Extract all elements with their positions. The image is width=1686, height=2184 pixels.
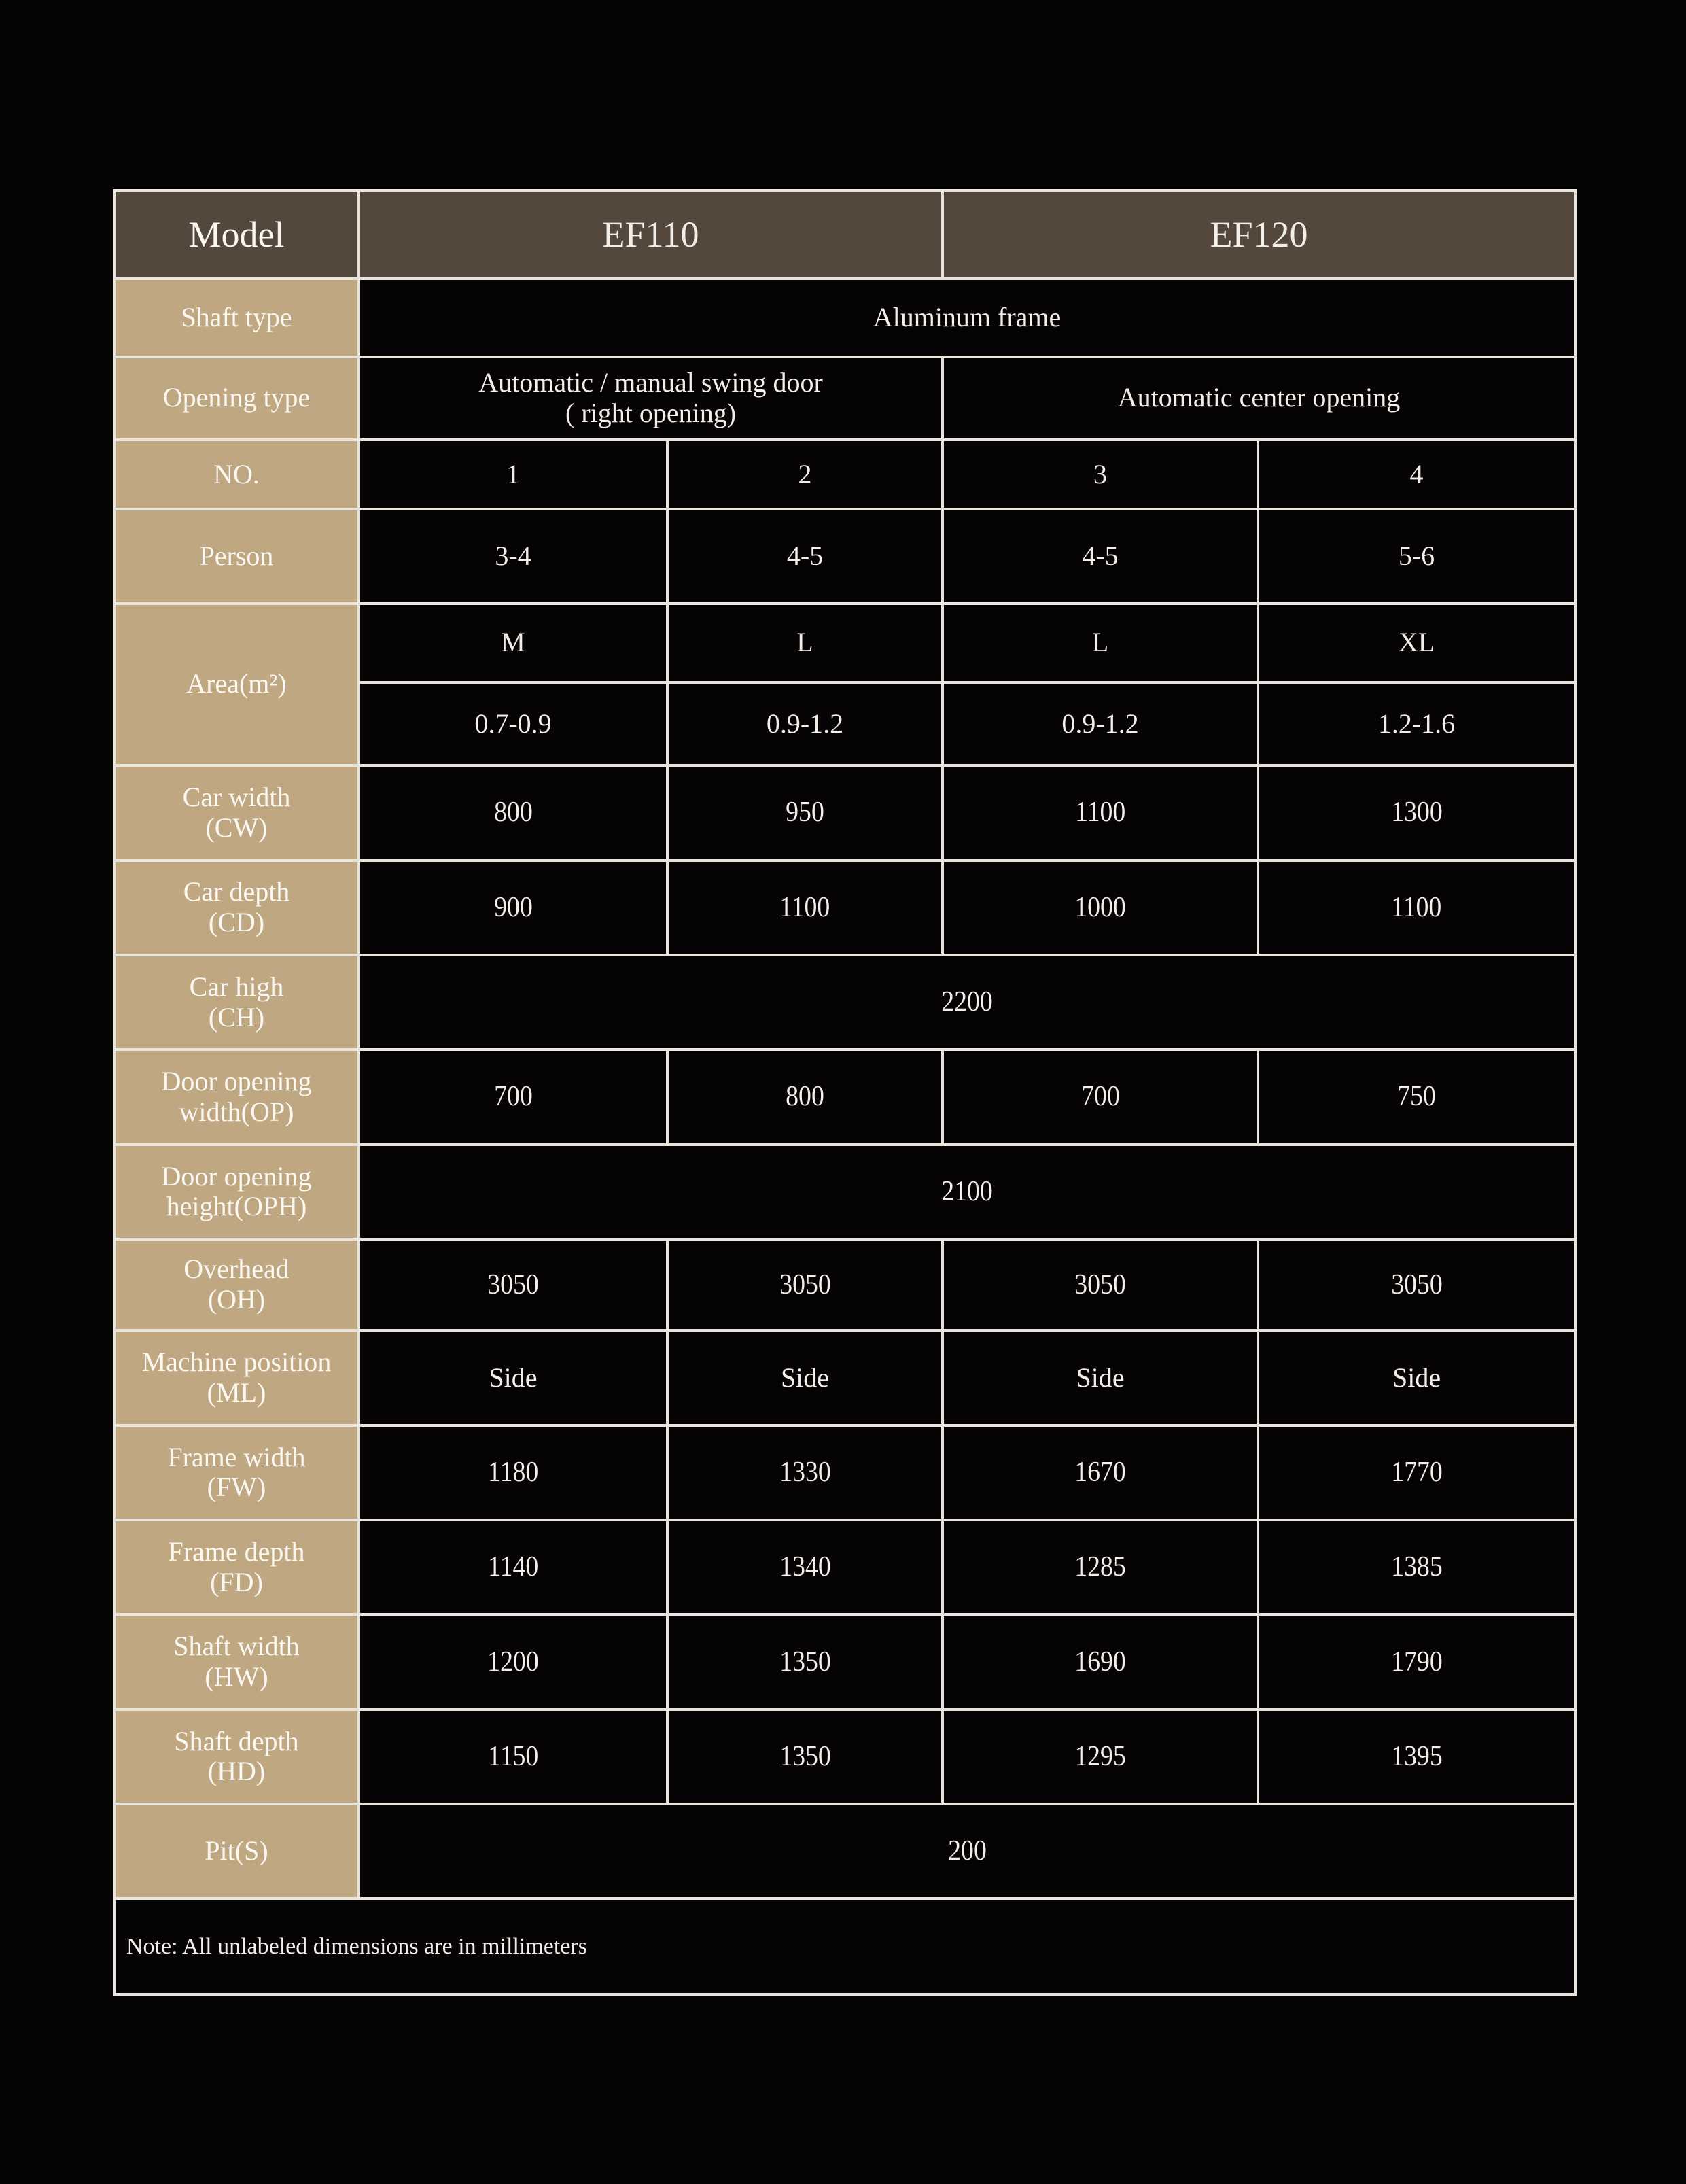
person-value-1: 3-4 xyxy=(359,509,667,603)
car-depth-value-4-text: 1100 xyxy=(1391,891,1442,923)
door-opening-width-value-3-text: 700 xyxy=(1081,1081,1120,1113)
overhead-value-2 xyxy=(667,1239,943,1330)
pit-value-text: 200 xyxy=(947,1835,987,1867)
door-opening-width-value-2 xyxy=(667,1050,943,1144)
door-opening-width-value-1 xyxy=(359,1050,667,1144)
frame-depth-row xyxy=(114,1520,1575,1614)
no-value-2: 2 xyxy=(667,440,943,509)
car-width-value-4 xyxy=(1258,765,1575,860)
shaft-depth-value-1-text: 1150 xyxy=(487,1740,539,1772)
frame-width-value-1 xyxy=(359,1425,667,1520)
door-opening-width-value-2-text: 800 xyxy=(786,1081,824,1113)
model-header-label: Model xyxy=(114,190,359,279)
overhead-value-2-text: 3050 xyxy=(779,1268,831,1300)
opening-type-ef110-line1: Automatic / manual swing door xyxy=(478,367,823,398)
no-label: NO. xyxy=(114,440,359,509)
area-size-1: M xyxy=(359,604,667,682)
person-value-2: 4-5 xyxy=(667,509,943,603)
overhead-row xyxy=(114,1239,1575,1330)
car-depth-value-4 xyxy=(1258,861,1575,955)
overhead-value-4-text: 3050 xyxy=(1390,1268,1443,1300)
machine-position-value-4: Side xyxy=(1258,1330,1575,1425)
shaft-type-value: Aluminum frame xyxy=(359,279,1575,356)
car-depth-label xyxy=(114,861,359,955)
dimension-note: Note: All unlabeled dimensions are in millimeters xyxy=(114,1899,1575,1994)
car-width-value-3-text: 1100 xyxy=(1074,797,1126,829)
overhead-label xyxy=(114,1239,359,1330)
machine-position-label xyxy=(114,1330,359,1425)
car-depth-label-line2: (CD) xyxy=(208,907,265,938)
frame-width-value-1-text: 1180 xyxy=(487,1456,539,1488)
opening-type-ef110 xyxy=(359,357,943,440)
car-high-label-line1: Car high xyxy=(189,971,284,1002)
car-high-value xyxy=(359,955,1575,1050)
shaft-type-label: Shaft type xyxy=(114,279,359,356)
overhead-label-line2: (OH) xyxy=(207,1284,266,1315)
door-opening-height-value-text: 2100 xyxy=(941,1175,993,1207)
door-opening-height-value xyxy=(359,1145,1575,1239)
door-opening-width-row xyxy=(114,1050,1575,1144)
car-depth-value-1-text: 900 xyxy=(493,891,533,923)
opening-type-row xyxy=(114,357,1575,440)
shaft-depth-value-1 xyxy=(359,1710,667,1804)
door-opening-height-label-line2: height(OPH) xyxy=(166,1191,307,1222)
area-size-row xyxy=(114,604,1575,682)
car-depth-value-3-text: 1000 xyxy=(1074,891,1126,923)
car-width-label-line1: Car width xyxy=(182,782,291,813)
door-opening-width-value-3 xyxy=(943,1050,1258,1144)
model-ef120-header: EF120 xyxy=(943,190,1575,279)
shaft-depth-value-4-text: 1395 xyxy=(1390,1740,1443,1772)
frame-depth-value-2-text: 1340 xyxy=(779,1551,831,1583)
frame-depth-value-1 xyxy=(359,1520,667,1614)
shaft-width-row xyxy=(114,1614,1575,1709)
shaft-depth-label xyxy=(114,1710,359,1804)
machine-position-value-2: Side xyxy=(667,1330,943,1425)
spec-table xyxy=(113,189,1577,1996)
frame-depth-value-2 xyxy=(667,1520,943,1614)
frame-width-value-4 xyxy=(1258,1425,1575,1520)
shaft-type-row xyxy=(114,279,1575,356)
car-width-row xyxy=(114,765,1575,860)
shaft-depth-value-2-text: 1350 xyxy=(779,1740,831,1772)
shaft-width-value-4 xyxy=(1258,1614,1575,1709)
frame-width-value-2 xyxy=(667,1425,943,1520)
overhead-value-3-text: 3050 xyxy=(1074,1268,1126,1300)
frame-width-label xyxy=(114,1425,359,1520)
door-opening-height-row xyxy=(114,1145,1575,1239)
frame-width-value-3-text: 1670 xyxy=(1074,1456,1126,1488)
door-opening-width-value-4-text: 750 xyxy=(1397,1081,1436,1113)
note-row xyxy=(114,1899,1575,1994)
overhead-value-1 xyxy=(359,1239,667,1330)
shaft-depth-label-line1: Shaft depth xyxy=(174,1725,299,1756)
person-value-3: 4-5 xyxy=(943,509,1258,603)
opening-type-ef110-line2: ( right opening) xyxy=(565,397,737,428)
door-opening-height-label xyxy=(114,1145,359,1239)
shaft-depth-value-4 xyxy=(1258,1710,1575,1804)
door-opening-width-label-line1: Door opening xyxy=(161,1066,312,1097)
shaft-depth-row xyxy=(114,1710,1575,1804)
machine-position-label-line2: (ML) xyxy=(207,1377,266,1408)
area-label: Area(m²) xyxy=(114,604,359,766)
person-value-4: 5-6 xyxy=(1258,509,1575,603)
shaft-depth-value-3-text: 1295 xyxy=(1074,1740,1126,1772)
person-label: Person xyxy=(114,509,359,603)
car-width-value-3 xyxy=(943,765,1258,860)
overhead-value-4 xyxy=(1258,1239,1575,1330)
no-value-3: 3 xyxy=(943,440,1258,509)
overhead-value-3 xyxy=(943,1239,1258,1330)
machine-position-label-line1: Machine position xyxy=(141,1347,332,1378)
overhead-label-line1: Overhead xyxy=(183,1253,289,1285)
area-range-1: 0.7-0.9 xyxy=(359,682,667,765)
model-ef110-header: EF110 xyxy=(359,190,943,279)
overhead-value-1-text: 3050 xyxy=(487,1268,539,1300)
shaft-width-label xyxy=(114,1614,359,1709)
frame-depth-label-line2: (FD) xyxy=(210,1566,263,1597)
door-opening-height-label-line1: Door opening xyxy=(161,1160,312,1192)
shaft-width-value-3 xyxy=(943,1614,1258,1709)
frame-depth-value-3 xyxy=(943,1520,1258,1614)
area-range-2: 0.9-1.2 xyxy=(667,682,943,765)
car-high-row xyxy=(114,955,1575,1050)
frame-depth-value-4-text: 1385 xyxy=(1390,1551,1443,1583)
pit-value xyxy=(359,1804,1575,1899)
area-size-4: XL xyxy=(1258,604,1575,682)
machine-position-row xyxy=(114,1330,1575,1425)
no-value-4: 4 xyxy=(1258,440,1575,509)
car-high-value-text: 2200 xyxy=(941,986,993,1018)
car-depth-value-2-text: 1100 xyxy=(779,891,830,923)
car-width-value-1 xyxy=(359,765,667,860)
frame-width-value-3 xyxy=(943,1425,1258,1520)
shaft-depth-value-3 xyxy=(943,1710,1258,1804)
frame-depth-value-1-text: 1140 xyxy=(487,1551,539,1583)
car-depth-label-line1: Car depth xyxy=(183,876,290,907)
no-value-1: 1 xyxy=(359,440,667,509)
shaft-width-value-4-text: 1790 xyxy=(1390,1646,1443,1678)
frame-width-row xyxy=(114,1425,1575,1520)
frame-depth-value-3-text: 1285 xyxy=(1074,1551,1126,1583)
car-high-label-line2: (CH) xyxy=(208,1001,265,1033)
opening-type-label: Opening type xyxy=(114,357,359,440)
opening-type-ef120: Automatic center opening xyxy=(943,357,1575,440)
area-size-3: L xyxy=(943,604,1258,682)
shaft-width-value-2-text: 1350 xyxy=(779,1646,831,1678)
door-opening-width-label-line2: width(OP) xyxy=(179,1096,294,1127)
no-row xyxy=(114,440,1575,509)
area-size-2: L xyxy=(667,604,943,682)
door-opening-width-value-1-text: 700 xyxy=(493,1081,533,1113)
header-row xyxy=(114,190,1575,279)
car-depth-value-3 xyxy=(943,861,1258,955)
shaft-width-value-3-text: 1690 xyxy=(1074,1646,1126,1678)
car-width-value-4-text: 1300 xyxy=(1390,797,1443,829)
car-width-value-2 xyxy=(667,765,943,860)
shaft-depth-value-2 xyxy=(667,1710,943,1804)
area-range-3: 0.9-1.2 xyxy=(943,682,1258,765)
car-width-value-1-text: 800 xyxy=(493,797,533,829)
pit-row xyxy=(114,1804,1575,1899)
frame-width-label-line1: Frame width xyxy=(167,1441,306,1472)
shaft-width-label-line1: Shaft width xyxy=(173,1631,300,1662)
frame-depth-value-4 xyxy=(1258,1520,1575,1614)
shaft-depth-label-line2: (HD) xyxy=(207,1756,266,1787)
car-width-label xyxy=(114,765,359,860)
car-width-value-2-text: 950 xyxy=(786,797,824,829)
shaft-width-label-line2: (HW) xyxy=(205,1661,268,1693)
frame-depth-label xyxy=(114,1520,359,1614)
door-opening-width-value-4 xyxy=(1258,1050,1575,1144)
pit-label: Pit(S) xyxy=(114,1804,359,1899)
machine-position-value-1: Side xyxy=(359,1330,667,1425)
frame-width-label-line2: (FW) xyxy=(207,1472,266,1503)
frame-width-value-4-text: 1770 xyxy=(1390,1456,1443,1488)
car-depth-value-2 xyxy=(667,861,943,955)
machine-position-value-3: Side xyxy=(943,1330,1258,1425)
car-width-label-line2: (CW) xyxy=(205,812,268,843)
door-opening-width-label xyxy=(114,1050,359,1144)
car-depth-value-1 xyxy=(359,861,667,955)
shaft-width-value-2 xyxy=(667,1614,943,1709)
area-range-4: 1.2-1.6 xyxy=(1258,682,1575,765)
person-row xyxy=(114,509,1575,603)
car-high-label xyxy=(114,955,359,1050)
shaft-width-value-1 xyxy=(359,1614,667,1709)
car-depth-row xyxy=(114,861,1575,955)
frame-width-value-2-text: 1330 xyxy=(779,1456,831,1488)
shaft-width-value-1-text: 1200 xyxy=(487,1646,539,1678)
frame-depth-label-line1: Frame depth xyxy=(168,1536,305,1567)
